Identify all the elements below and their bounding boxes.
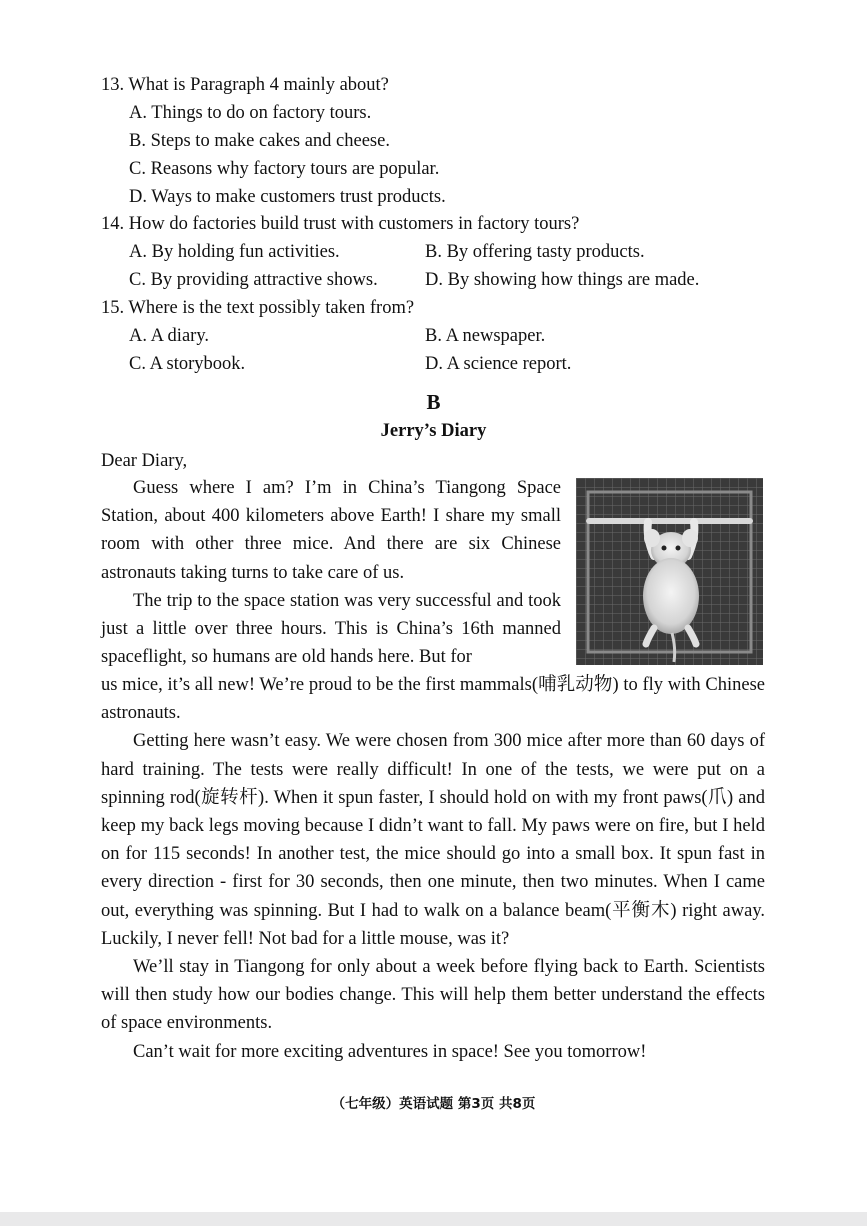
question-15-stem: 15. Where is the text possibly taken from?: [101, 298, 415, 318]
diary-paragraph-2-end: us mice, it’s all new! We’re proud to be the first mammals(哺乳动物) to fly with Chinese astronauts.: [101, 675, 765, 724]
diary-paragraph-2-start: The trip to the space station was very successful and took just a little over three hours. This is China’s 16th manned spaceflight, so humans are old hands here. But for: [101, 590, 561, 668]
diary-paragraph-5: Can’t wait for more exciting adventures in space! See you tomorrow!: [133, 1041, 647, 1062]
diary-salutation: Dear Diary,: [101, 451, 188, 471]
question-13-stem: 13. What is Paragraph 4 mainly about?: [101, 75, 389, 95]
diary-paragraph-4: We’ll stay in Tiangong for only about a week before flying back to Earth. Scientists will then study how our bodies change. This will help them better understand the effects of space environments.: [101, 957, 765, 1034]
mouse-photo: [576, 478, 763, 665]
diary-body-full-width: [101, 671, 765, 1066]
white-mouse-hanging-on-bar-photo: [576, 478, 763, 665]
q15-option-b: B. A newspaper.: [425, 326, 546, 346]
passage-title: Jerry’s Diary: [380, 421, 487, 441]
q13-option-c: C. Reasons why factory tours are popular.: [129, 159, 440, 179]
q15-option-c: C. A storybook.: [129, 354, 246, 374]
question-14-stem: 14. How do factories build trust with customers in factory tours?: [101, 214, 580, 234]
q14-option-a: A. By holding fun activities.: [129, 242, 340, 262]
q14-option-b: B. By offering tasty products.: [425, 242, 645, 262]
diary-paragraph-3: Getting here wasn’t easy. We were chosen from 300 mice after more than 60 days of hard training. The tests were really difficult! In one of the tests, we were put on a spinning rod(旋转杆). When it spun faster, I should hold on with my front paws(爪) and keep my back legs moving because I didn’t want to fall. My paws were on fire, but I held on for 115 seconds! In another test, the mice should go into a small box. It spun fast in every direction - first for 30 seconds, then one minute, then two minutes. When I came out, everything was spinning. But I had to walk on a balance beam(平衡木) right away. Luckily, I never fell! Not bad for a little mouse, was it?: [101, 731, 765, 949]
section-letter: B: [426, 390, 441, 414]
page-footer: （七年级）英语试题 第3页 共8页: [331, 1096, 536, 1112]
q14-option-c: C. By providing attractive shows.: [129, 270, 378, 290]
q13-option-b: B. Steps to make cakes and cheese.: [129, 131, 390, 151]
q15-option-a: A. A diary.: [129, 326, 209, 346]
q14-option-d: D. By showing how things are made.: [425, 270, 700, 290]
diary-paragraph-1-2-narrow: [101, 474, 561, 671]
q15-option-d: D. A science report.: [425, 354, 572, 374]
page-bottom-edge: [0, 1212, 867, 1226]
diary-paragraph-1: Guess where I am? I’m in China’s Tiangong Space Station, about 400 kilometers above Earth! I share my small room with other three mice. And there are six Chinese astronauts taking turns to take care of us.: [101, 478, 561, 583]
q13-option-d: D. Ways to make customers trust products.: [129, 187, 446, 207]
q13-option-a: A. Things to do on factory tours.: [129, 103, 372, 123]
